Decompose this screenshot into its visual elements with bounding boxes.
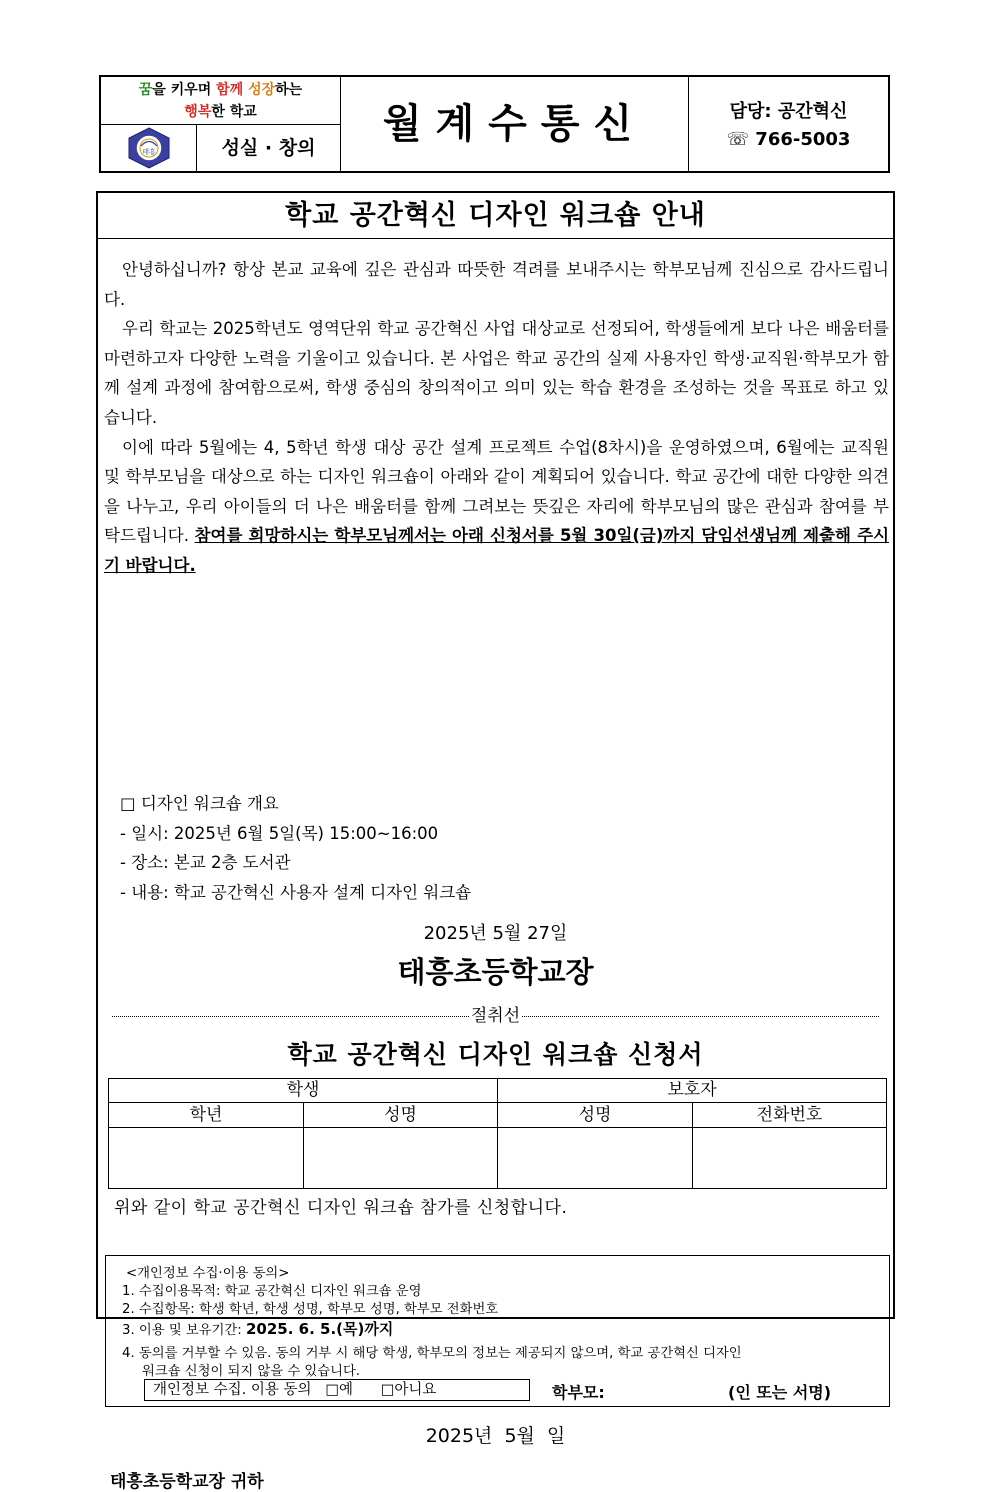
paragraph-schedule xyxy=(104,433,889,581)
notice-paragraphs xyxy=(104,255,889,581)
contact-phone: ☏ 766-5003 xyxy=(726,129,851,150)
submission-deadline: 참여를 희망하시는 학부모님께서는 아래 신청서를 5월 30일(금)까지 담임선생님께 제출해 주시기 바랍니다. xyxy=(104,526,890,575)
application-form-title: 학교 공간혁신 디자인 워크숍 신청서 xyxy=(287,1040,704,1069)
application-statement: 위와 같이 학교 공간혁신 디자인 워크숍 참가를 신청합니다. xyxy=(114,1198,568,1218)
contact-department: 담당: 공간혁신 xyxy=(729,101,848,122)
slogan-text: 한 학교 xyxy=(211,104,257,120)
slogan-word-happy: 행복 xyxy=(184,104,212,120)
paragraph-greeting: 안녕하십니까? 항상 본교 교육에 깊은 관심과 따뜻한 격려를 보내주시는 학부모님께 진심으로 감사드립니다. xyxy=(104,260,889,309)
privacy-period xyxy=(122,1318,393,1339)
notice-body xyxy=(96,191,895,1492)
privacy-items: 2. 수집항목: 학생 학년, 학생 성명, 학부모 성명, 학부모 전화번호 xyxy=(122,1302,499,1317)
workshop-overview xyxy=(120,789,471,907)
notice-date: 2025년 5월 27일 xyxy=(423,923,568,944)
overview-content: - 내용: 학교 공간혁신 사용자 설계 디자인 워크숍 xyxy=(120,882,472,902)
overview-location: - 장소: 본교 2층 도서관 xyxy=(120,853,291,872)
privacy-refusal-cont: 워크숍 신청이 되지 않을 수 있습니다. xyxy=(142,1364,361,1379)
privacy-period-value: 2025. 6. 5.(목)까지 xyxy=(246,1320,394,1338)
slogan-text: 하는 xyxy=(275,82,303,98)
column-header-grade: 학년 xyxy=(108,1102,304,1128)
input-cell-student-name[interactable] xyxy=(303,1127,498,1189)
school-slogan xyxy=(101,77,341,125)
privacy-refusal: 4. 동의를 거부할 수 있음. 동의 거부 시 해당 학생, 학부모의 정보는 제공되지 않으며, 학교 공간혁신 디자인 xyxy=(122,1346,742,1361)
privacy-purpose: 1. 수집이용목적: 학교 공간혁신 디자인 워크숍 운영 xyxy=(122,1284,422,1299)
column-header-phone: 전화번호 xyxy=(692,1102,887,1128)
notice-title: 학교 공간혁신 디자인 워크숍 안내 xyxy=(98,193,893,239)
slogan-word-together: 함께 xyxy=(216,82,244,98)
consent-choice-label: 개인정보 수집. 이용 동의 xyxy=(153,1382,312,1398)
application-date: 2025년 5월 일 xyxy=(425,1425,566,1447)
newsletter-header xyxy=(99,75,890,173)
cut-line-label-wrap xyxy=(98,1001,893,1026)
consent-no-checkbox[interactable]: □아니요 xyxy=(380,1382,437,1398)
sender-principal: 태흥초등학교장 xyxy=(397,955,594,989)
contact-info xyxy=(689,77,888,171)
input-cell-phone[interactable] xyxy=(692,1127,887,1189)
slogan-word-dream: 꿈 xyxy=(138,82,153,98)
addressee: 태흥초등학교장 귀하 xyxy=(110,1472,264,1492)
privacy-heading: <개인정보 수집·이용 동의> xyxy=(126,1266,290,1281)
paragraph-schedule-text: 이에 따라 5월에는 4, 5학년 학생 대상 공간 설계 프로젝트 수업(8차시)을 운영하였으며, 6월에는 교직원 및 학부모님을 대상으로 하는 디자인 워크숍이 아래와 같이 계획되어 있습니다. 학교 공간에 대한 다양한 의견을 나누고, 우리 아이들의 더 나은 배움터를 함께 그려보는 뜻깊은 자리에 학부모님의 많은 관심과 참여를 부탁드립니다. xyxy=(104,437,889,546)
newsletter-title: 월계수통신 xyxy=(341,77,689,171)
privacy-consent-box xyxy=(105,1255,890,1407)
application-table xyxy=(108,1078,887,1189)
consent-choice-box xyxy=(144,1379,530,1401)
paragraph-project: 우리 학교는 2025학년도 영역단위 학교 공간혁신 사업 대상교로 선정되어, 학생들에게 보다 나은 배움터를 마련하고자 다양한 노력을 기울이고 있습니다. 본 사업은 학교 공간의 실제 사용자인 학생·교직원·학부모가 함께 설계 과정에 참여함으로써, 학생 중심의 창의적이고 의미 있는 학습 환경을 조성하는 것을 목표로 하고 있습니다. xyxy=(104,319,889,427)
emblem-text: 태흥 xyxy=(142,148,156,156)
privacy-period-label: 3. 이용 및 보유기간: xyxy=(122,1323,246,1338)
parent-signature-label: 학부모: xyxy=(552,1383,605,1402)
consent-yes-checkbox[interactable]: □예 xyxy=(325,1382,354,1398)
overview-datetime: - 일시: 2025년 6월 5일(목) 15:00~16:00 xyxy=(120,823,439,843)
input-cell-grade[interactable] xyxy=(108,1127,304,1189)
group-header-student: 학생 xyxy=(108,1078,498,1103)
slogan-word-grow: 성장 xyxy=(248,82,276,98)
slogan-text: 을 키우며 xyxy=(152,82,217,98)
input-cell-guardian-name[interactable] xyxy=(497,1127,693,1189)
column-header-student-name: 성명 xyxy=(303,1102,498,1128)
school-motto: 성실 · 창의 xyxy=(197,125,341,171)
column-header-guardian-name: 성명 xyxy=(497,1102,693,1128)
school-emblem-cell xyxy=(101,125,197,171)
signature-field[interactable]: (인 또는 서명) xyxy=(728,1383,832,1402)
cut-line-label: 절취선 xyxy=(470,1006,521,1026)
overview-heading: □ 디자인 워크숍 개요 xyxy=(120,794,279,813)
group-header-guardian: 보호자 xyxy=(497,1078,887,1103)
school-emblem-icon xyxy=(101,125,197,171)
